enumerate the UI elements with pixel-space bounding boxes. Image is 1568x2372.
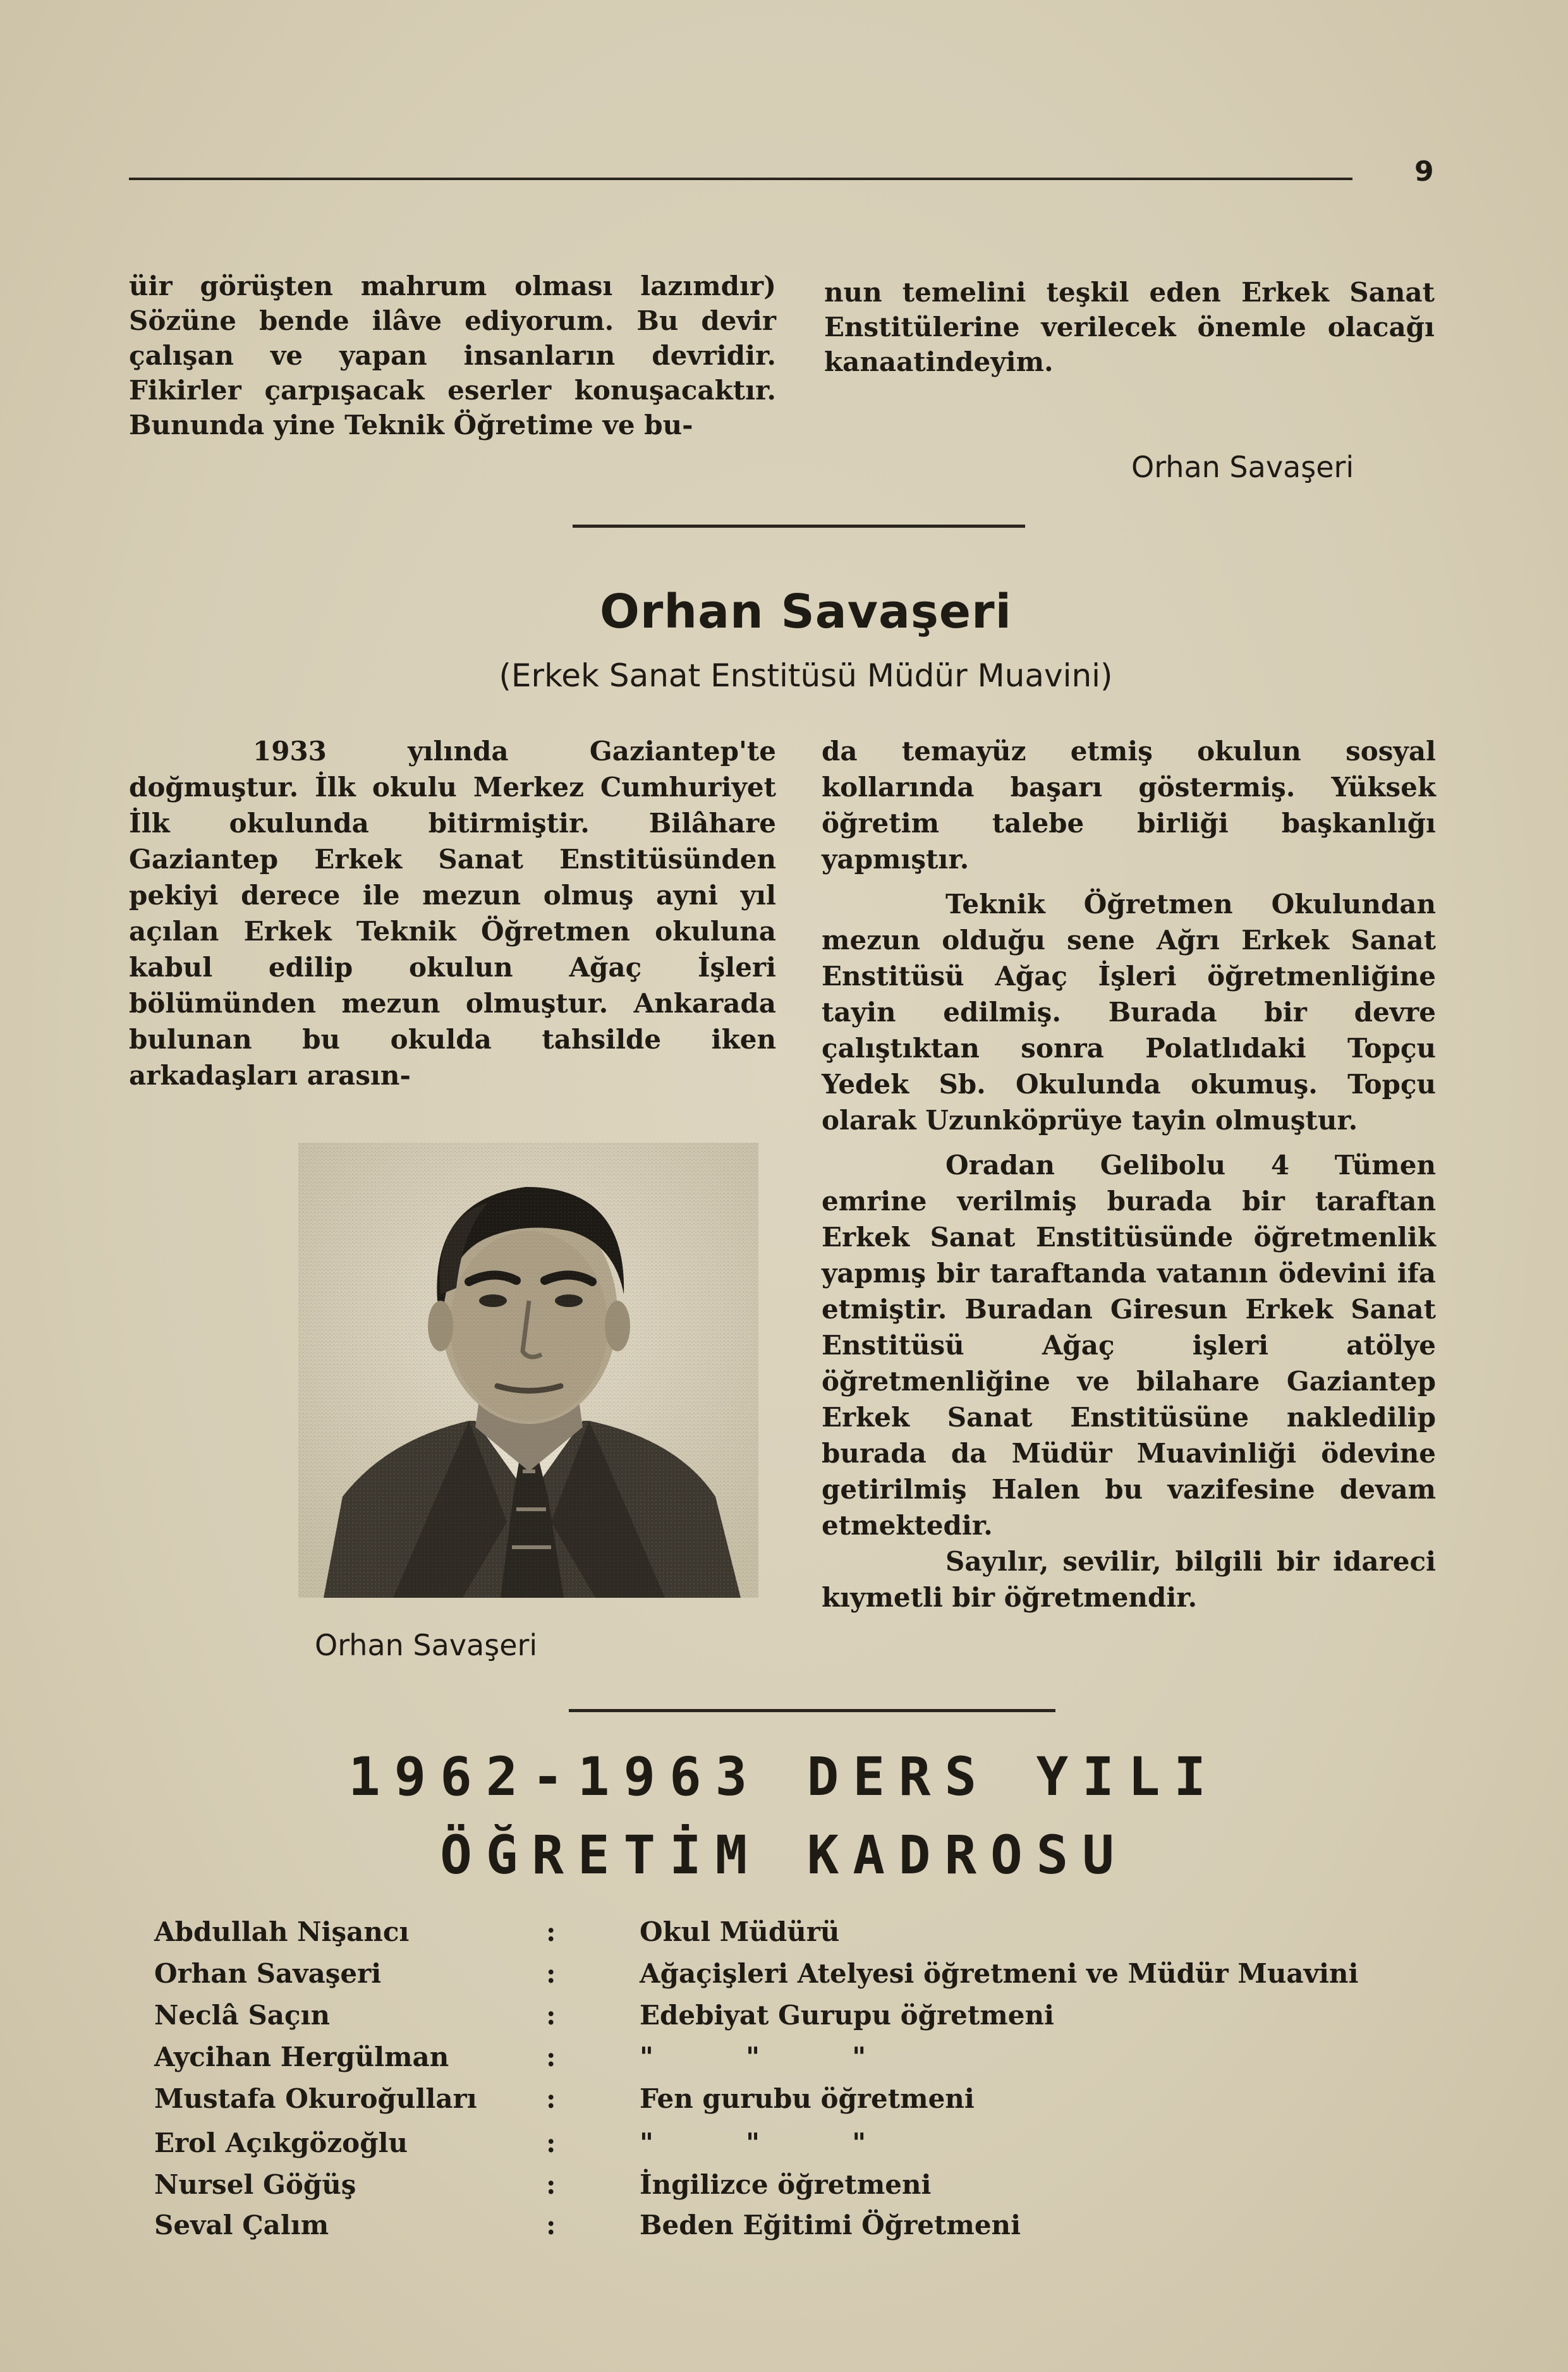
staff-row (154, 2041, 1443, 2081)
staff-role: " " " (640, 2127, 866, 2158)
staff-row (154, 2169, 1443, 2208)
staff-separator: : (546, 1958, 556, 1989)
staff-role: Fen gurubu öğretmeni (640, 2083, 975, 2114)
staff-name: Aycihan Hergülman (154, 2041, 449, 2072)
header-rule (129, 178, 1352, 180)
profile-subtitle: (Erkek Sanat Enstitüsü Müdür Muavini) (499, 657, 1113, 694)
profile-right-paragraph-1: da temayüz etmiş okulun sosyal kollarında başarı göstermiş. Yüksek öğretim talebe birliği başkanlığı yapmıştır. (822, 736, 1436, 875)
staff-title-line-1: 1962-1963 DERS YILI (348, 1746, 1220, 1808)
staff-row (154, 2127, 1443, 2167)
profile-left-column (129, 733, 776, 1093)
profile-right-paragraph-2: Teknik Öğretmen Okulundan mezun olduğu sene Ağrı Erkek Sanat Enstitüsü Ağaç İşleri öğretmenliğine tayin edilmiş. Burada bir devre çalıştıktan sonra Polatlıdaki Topçu Yedek Sb. Okulunda okumuş. Topçu olarak Uzunköprüye tayin olmuştur. (822, 889, 1436, 1136)
staff-row (154, 2083, 1443, 2122)
profile-right-column (822, 733, 1436, 1615)
staff-separator: : (546, 2083, 556, 2114)
intro-left-column (129, 269, 776, 442)
staff-row (154, 1916, 1443, 1955)
staff-separator: : (546, 2041, 556, 2072)
staff-name: Abdullah Nişancı (154, 1916, 410, 1947)
portrait-photo (298, 1143, 758, 1598)
intro-left-text: üir görüşten mahrum olması lazımdır) Sözüne bende ilâve ediyorum. Bu devir çalışan ve yapan insanların devridir. Fikirler çarpışacak eserler konuşacaktır. Bununda yine Teknik Öğretime ve bu- (129, 271, 776, 441)
profile-right-paragraph-4: Sayılır, sevilir, bilgili bir idareci kıymetli bir öğretmendir. (822, 1546, 1436, 1613)
intro-signature: Orhan Savaşeri (1131, 450, 1354, 484)
staff-name: Seval Çalım (154, 2210, 329, 2241)
profile-left-text: 1933 yılında Gaziantep'te doğmuştur. İlk okulu Merkez Cumhuriyet İlk okulunda bitirmiştir. Bilâhare Gaziantep Erkek Sanat Enstitüsünden pekiyi derece ile mezun olmuş ayni yıl açılan Erkek Teknik Öğretmen okuluna kabul edilip okulun Ağaç İşleri bölümünden mezun olmuştur. Ankarada bulunan bu okulda tahsilde iken arkadaşları arasın- (129, 736, 776, 1091)
staff-role: İngilizce öğretmeni (640, 2169, 932, 2200)
staff-name: Erol Açıkgözoğlu (154, 2127, 408, 2158)
staff-row (154, 2000, 1443, 2039)
intro-right-text: nun temelini teşkil eden Erkek Sanat Enstitülerine verilecek önemle olacağı kanaatindeyim. (824, 277, 1435, 377)
staff-role: Okul Müdürü (640, 1916, 840, 1947)
staff-row (154, 1958, 1443, 1997)
intro-right-column (824, 275, 1435, 379)
staff-role: Ağaçişleri Atelyesi öğretmeni ve Müdür Muavini (640, 1958, 1359, 1989)
staff-separator: : (546, 2169, 556, 2200)
staff-role: " " " (640, 2041, 866, 2072)
staff-role: Beden Eğitimi Öğretmeni (640, 2210, 1021, 2241)
staff-name: Nursel Göğüş (154, 2169, 356, 2200)
profile-right-paragraph-3: Oradan Gelibolu 4 Tümen emrine verilmiş burada bir taraftan Erkek Sanat Enstitüsünde öğretmenlik yapmış bir taraftanda vatanın ödevini ifa etmiştir. Buradan Giresun Erkek Sanat Enstitüsü Ağaç işleri atölye öğretmenliğine ve bilahare Gaziantep Erkek Sanat Enstitüsüne nakledilip burada da Müdür Muavinliği ödevine getirilmiş Halen bu vazifesine devam etmektedir. (822, 1150, 1436, 1541)
staff-title-line-2: ÖĞRETİM KADROSU (440, 1824, 1128, 1886)
profile-name-heading: Orhan Savaşeri (600, 585, 1012, 639)
staff-name: Mustafa Okuroğulları (154, 2083, 477, 2114)
staff-name: Orhan Savaşeri (154, 1958, 382, 1989)
section-divider-1 (573, 525, 1025, 528)
staff-separator: : (546, 2127, 556, 2158)
page-number: 9 (1414, 155, 1434, 188)
staff-separator: : (546, 1916, 556, 1947)
section-divider-2 (569, 1709, 1055, 1712)
staff-name: Neclâ Saçın (154, 2000, 331, 2031)
staff-row (154, 2210, 1443, 2249)
photo-caption: Orhan Savaşeri (315, 1628, 538, 1662)
staff-separator: : (546, 2210, 556, 2241)
staff-role: Edebiyat Gurupu öğretmeni (640, 2000, 1054, 2031)
staff-separator: : (546, 2000, 556, 2031)
